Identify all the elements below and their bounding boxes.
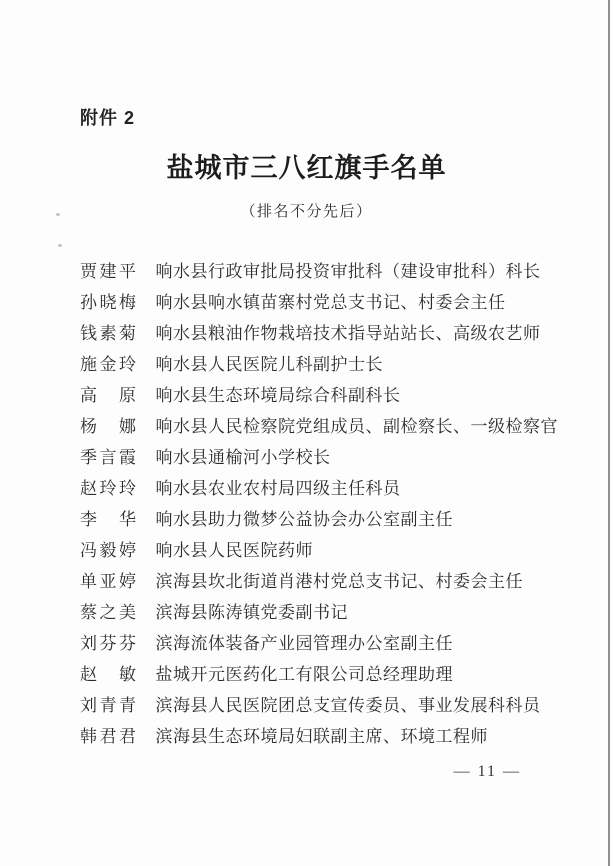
- honoree-name: 施金玲: [80, 355, 139, 374]
- scan-speck: [58, 244, 62, 247]
- list-item: [80, 473, 583, 504]
- honoree-name: 刘芬芬: [80, 634, 139, 653]
- subtitle: （排名不分先后）: [240, 204, 373, 220]
- list-item: [80, 721, 583, 752]
- list-item: [80, 380, 583, 411]
- list-item: [80, 659, 583, 690]
- honoree-name: 季言霞: [80, 448, 139, 467]
- list-item: [80, 690, 583, 721]
- honoree-name: 赵玲玲: [80, 479, 139, 498]
- honoree-name: 李 华: [80, 510, 139, 529]
- list-item: [80, 535, 583, 566]
- list-item: [80, 442, 583, 473]
- honoree-name: 刘青青: [80, 696, 139, 715]
- honoree-title: 滨海县陈涛镇党委副书记: [155, 603, 348, 622]
- honoree-title: 滨海流体装备产业园管理办公室副主任: [155, 634, 453, 653]
- honoree-name: 孙晓梅: [80, 293, 139, 312]
- page-number: — 11 —: [453, 763, 521, 780]
- honoree-title: 响水县人民医院药师: [155, 541, 313, 560]
- honoree-title: 响水县粮油作物栽培技术指导站站长、高级农艺师: [155, 324, 541, 343]
- honoree-list: [80, 256, 583, 752]
- honoree-name: 韩君君: [80, 727, 139, 746]
- list-item: [80, 256, 583, 287]
- list-item: [80, 597, 583, 628]
- honoree-name: 赵 敏: [80, 665, 139, 684]
- honoree-name: 贾建平: [80, 262, 139, 281]
- honoree-name: 冯毅婷: [80, 541, 139, 560]
- scan-speck: [56, 213, 60, 216]
- list-item: [80, 287, 583, 318]
- page-title: 盐城市三八红旗手名单: [166, 153, 447, 183]
- list-item: [80, 566, 583, 597]
- list-item: [80, 318, 583, 349]
- honoree-name: 单亚婷: [80, 572, 139, 591]
- list-item: [80, 411, 583, 442]
- list-item: [80, 504, 583, 535]
- honoree-title: 响水县行政审批局投资审批科（建设审批科）科长: [155, 262, 541, 281]
- honoree-title: 响水县通榆河小学校长: [155, 448, 331, 467]
- honoree-name: 杨 娜: [80, 417, 139, 436]
- honoree-title: 盐城开元医药化工有限公司总经理助理: [155, 665, 453, 684]
- honoree-title: 响水县助力微梦公益协会办公室副主任: [155, 510, 453, 529]
- honoree-title: 响水县生态环境局综合科副科长: [155, 386, 401, 405]
- attachment-label: 附件 2: [80, 108, 136, 128]
- honoree-title: 响水县人民医院儿科副护士长: [155, 355, 383, 374]
- honoree-title: 响水县响水镇苗寨村党总支书记、村委会主任: [155, 293, 506, 312]
- scan-edge-line: [608, 0, 610, 866]
- honoree-name: 钱素菊: [80, 324, 139, 343]
- honoree-name: 蔡之美: [80, 603, 139, 622]
- honoree-name: 高 原: [80, 386, 139, 405]
- honoree-title: 响水县农业农村局四级主任科员: [155, 479, 401, 498]
- honoree-title: 滨海县坎北街道肖港村党总支书记、村委会主任: [155, 572, 523, 591]
- honoree-title: 滨海县人民医院团总支宣传委员、事业发展科科员: [155, 696, 541, 715]
- honoree-title: 滨海县生态环境局妇联副主席、环境工程师: [155, 727, 488, 746]
- list-item: [80, 628, 583, 659]
- honoree-title: 响水县人民检察院党组成员、副检察长、一级检察官: [155, 417, 558, 436]
- list-item: [80, 349, 583, 380]
